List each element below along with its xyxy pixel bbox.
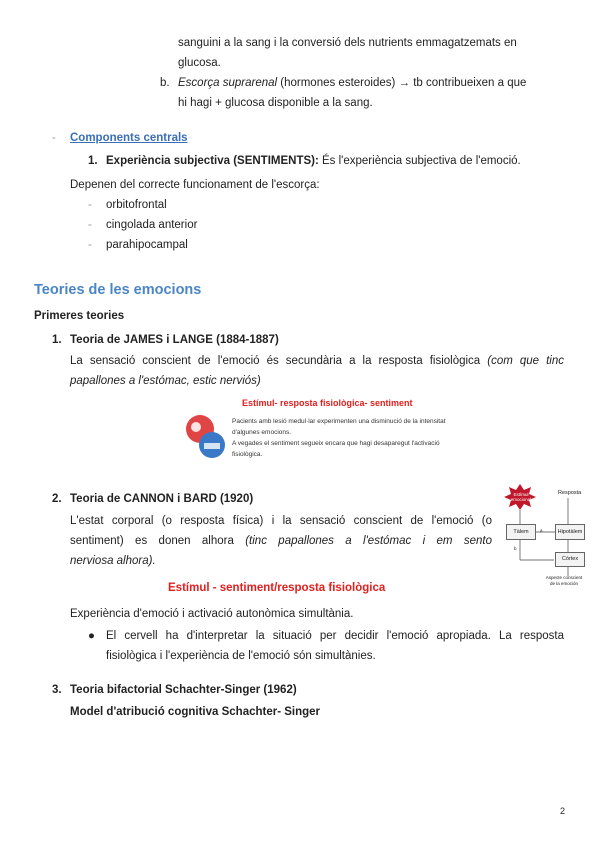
stimulus-label: Estímul emocional: [510, 492, 532, 502]
text-line: sanguini a la sang i la conversió dels nutrients emmagatzemats en: [178, 37, 517, 49]
theory1-title: Teoria de JAMES i LANGE (1884-1887): [70, 334, 279, 346]
list-marker-b: b.: [160, 77, 170, 89]
text: La sensació conscient de l'emoció és secundària a la resposta fisiològica: [70, 355, 488, 367]
theory1-text: [70, 351, 564, 391]
theory2-title: Teoria de CANNON i BARD (1920): [70, 493, 254, 505]
text: (com que tinc: [487, 355, 564, 367]
item1: [106, 151, 566, 171]
text: És l'experiència subjectiva de l'emoció.: [318, 155, 521, 167]
theory2-bullet: [106, 626, 564, 666]
text: (hormones esteroides) → tb contribueixen a que: [277, 77, 527, 89]
emotion-faces-icon: [182, 413, 228, 461]
list-item: - cingolada anterior: [88, 219, 198, 231]
list-item: - orbitofrontal: [88, 199, 167, 211]
arrow-b-label: b: [514, 546, 517, 551]
text-line: nerviosa alhora).: [70, 555, 156, 567]
components-title[interactable]: Components centrals: [70, 132, 188, 144]
footer-line: Aspecte conscient: [545, 575, 583, 580]
text-line: hi hagi + glucosa disponible a la sang.: [178, 97, 373, 109]
theory3-number: 3.: [52, 684, 62, 696]
footer-line: de la emoción: [549, 580, 579, 586]
text-line: fisiològica i l'experiència de l'emoció són simultànies.: [106, 650, 376, 662]
text-line: [70, 531, 492, 551]
text-line: El cervell ha d'interpretar la situació per decidir l'emoció apropiada. La resposta: [106, 630, 564, 642]
text: (tinc papallones a l'estómac i em sento: [245, 535, 492, 547]
depends-text: Depenen del correcte funcionament de l'escorça:: [70, 179, 320, 191]
note-line: A vegades el sentiment segueix encara que hagi desaparegut l'activació: [232, 440, 440, 447]
text: sentiment) es donen alhora: [70, 535, 246, 547]
label: Experiència subjectiva (SENTIMENTS):: [106, 155, 319, 167]
item1-number: 1.: [88, 155, 98, 167]
text-line: glucosa.: [178, 57, 221, 69]
figure-title: Estímul- resposta fisiològica- sentiment: [242, 398, 413, 408]
section-subtitle: Primeres teories: [34, 310, 125, 322]
theory1-number: 1.: [52, 334, 62, 346]
area-label: parahipocampal: [106, 239, 188, 251]
note-line: fisiològica.: [232, 451, 263, 458]
text-line: papallones a l'estómac, estic nerviós): [70, 375, 261, 387]
cortex-box: Còrtex: [555, 552, 585, 567]
components-dash: [52, 128, 56, 148]
text-line: [178, 73, 564, 93]
theory3-subtitle: Model d'atribució cognitiva Schachter- Singer: [70, 706, 321, 718]
text-line: [70, 351, 564, 371]
note-line: d'algunes emocions.: [232, 429, 292, 436]
response-label: Resposta: [558, 490, 582, 496]
theory2-experience: Experiència d'emoció i activació autonòmica simultània.: [70, 608, 354, 620]
hypothalamus-box: Hipotàlem: [555, 524, 585, 540]
area-label: orbitofrontal: [106, 199, 167, 211]
note-line: Pacients amb lesió medul·lar experimenten una disminució de la intensitat: [232, 418, 446, 425]
bullet-icon: ●: [88, 630, 95, 642]
list-item: - parahipocampal: [88, 239, 188, 251]
text-line: L'estat corporal (o resposta física) i la sensació conscient de l'emoció (o: [70, 515, 492, 527]
figure-notes: [232, 416, 472, 460]
diagram-footer: [544, 575, 584, 586]
theory2-number: 2.: [52, 493, 62, 505]
arrow-a-label: a: [540, 528, 543, 533]
cannon-bard-diagram: [500, 484, 584, 588]
section-title: Teories de les emocions: [34, 282, 202, 298]
list-item-a-cont: [178, 33, 564, 73]
theory2-text: [70, 511, 492, 571]
thalamus-box: Tàlem: [506, 524, 536, 540]
theory2-red-line: Estímul - sentiment/resposta fisiològica: [168, 582, 386, 594]
dash: -: [52, 132, 56, 144]
area-label: cingolada anterior: [106, 219, 198, 231]
james-lange-figure: [182, 398, 472, 472]
list-item-b: [178, 73, 564, 113]
theory3-title: Teoria bifactorial Schachter-Singer (1962): [70, 684, 297, 696]
area-list: [88, 195, 197, 255]
page-number: 2: [560, 806, 566, 816]
term: Escorça suprarenal: [178, 77, 278, 89]
